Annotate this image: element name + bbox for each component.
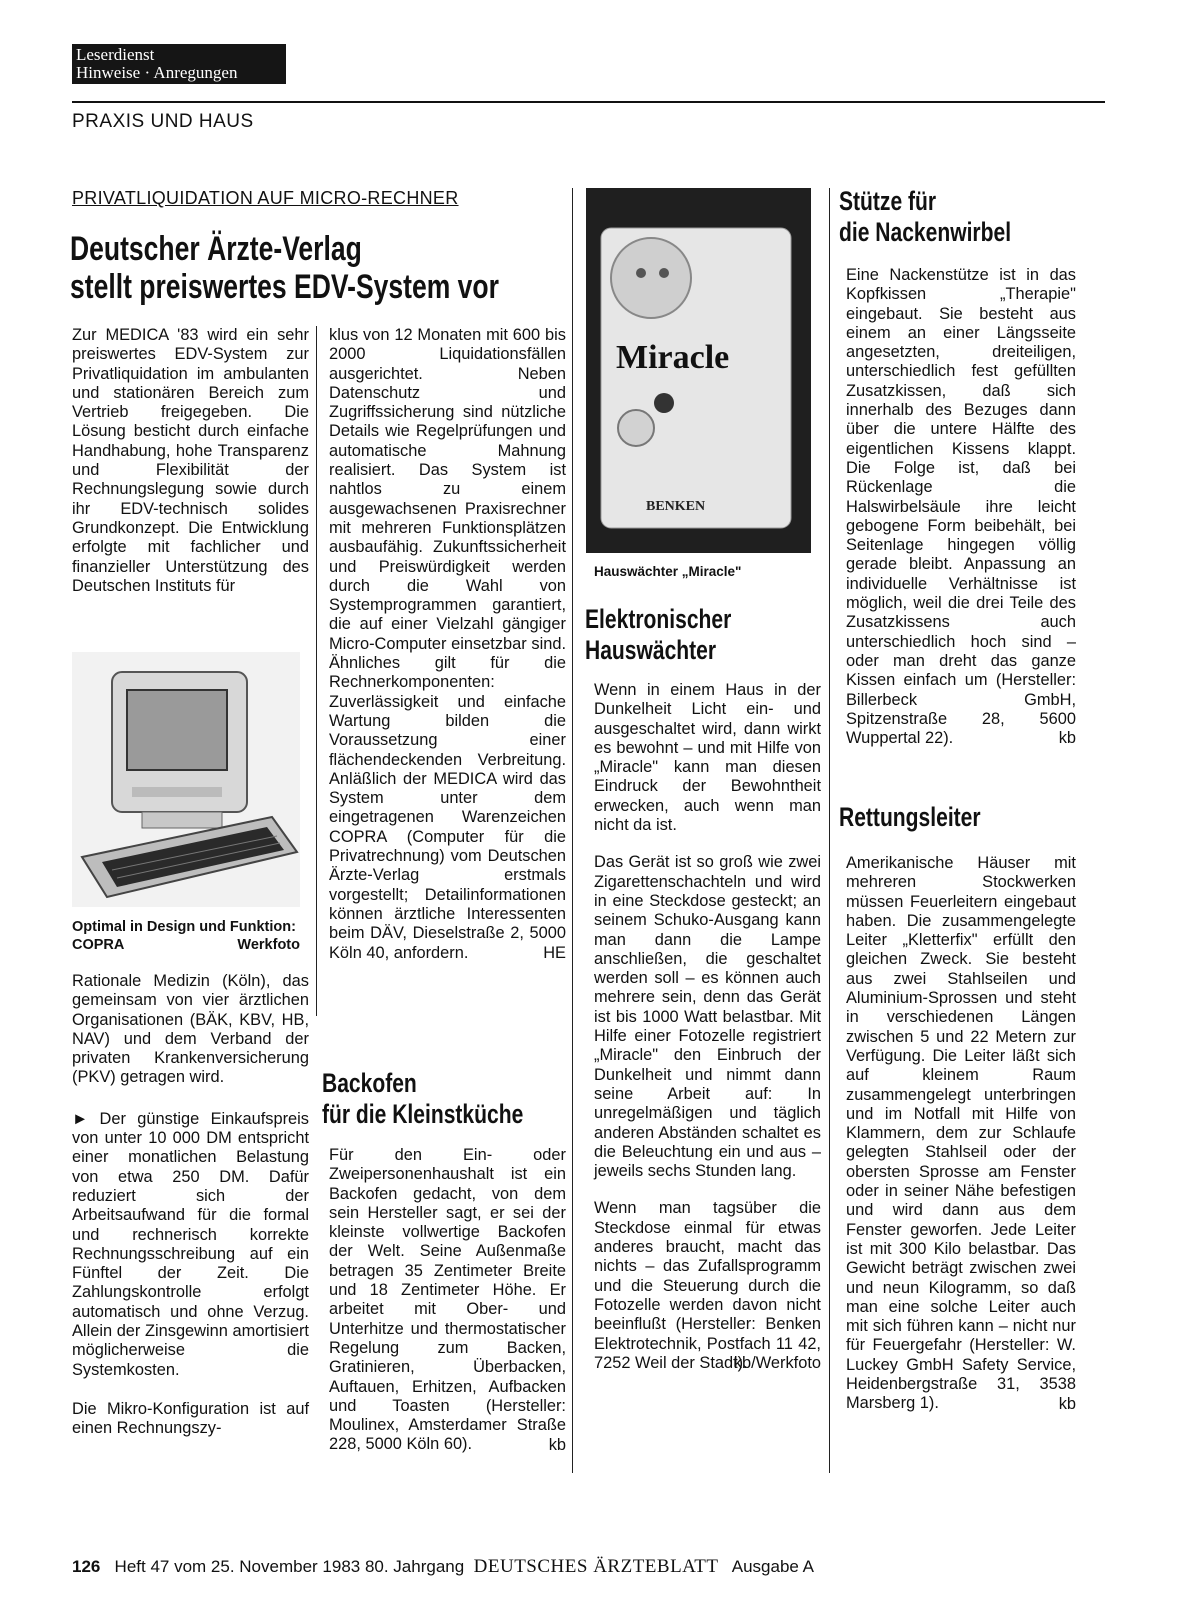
main-paragraph-col2: klus von 12 Monaten mit 600 bis 2000 Liquidationsfällen ausgerichtet. Neben Datenschutz und Zugriffssicherung sind nützliche Details wie Regelprüfungen und automatische Mahnung realisiert. Das System ist nahtlos zu einem ausgewachsenen Praxisrechner mit mehreren Funktionsplätzen ausbaufähig. Zukunftssicherheit und Preiswürdigkeit werden durch die Wahl von Systemprogrammen garantiert, die auf einer Vielzahl gängiger Micro-Computer einsetzbar sind. Ähnliches gilt für die Rechnerkomponenten: Zuverlässigkeit und einfache Wartung bilden die Voraussetzung einer flächendeckenden Verbreitung. Anläßlich der MEDICA wird das System unter dem eingetragenen Warenzeichen COPRA (Computer für die Privatrechnung) vom Deutschen Ärzte-Verlag erstmals vorgestellt; Detailinformationen können ärztliche Interessenten beim DÄV, Dieselstraße 2, 5000 Köln 40, anfordern. bbox=[329, 326, 566, 962]
main-col2 bbox=[329, 326, 566, 963]
main-signature: HE bbox=[543, 943, 566, 962]
nacken-headline-1: Stütze für bbox=[839, 186, 937, 216]
backofen-text: Für den Ein- oder Zweipersonenhaushalt ist ein Backofen gedacht, von dem sein Hersteller sagt, er sei der kleinste vollwertige Backofen der Welt. Seine Außenmaße betragen 35 Zentimeter Breite und 18 Zentimeter Höhe. Er arbeitet mit Ober- und Unterhitze und thermostatischer Regelung zum Backen, Gratinieren, Überbacken, Auftauen, Erhitzen, Aufbacken und Toasten (Hersteller: Moulinex, Amsterdamer Straße 228, 5000 Köln 60). bbox=[329, 1146, 566, 1454]
page-footer bbox=[72, 1556, 814, 1578]
section-title: PRAXIS UND HAUS bbox=[72, 111, 254, 132]
hauswaechter-headline-2: Hauswächter bbox=[585, 635, 717, 665]
main-paragraph-4: Die Mikro-Konfiguration ist auf einen Rechnungszy- bbox=[72, 1399, 309, 1438]
hauswaechter-p1: Wenn in einem Haus in der Dunkelheit Licht ein- und ausgeschaltet wird, dann wirkt es bewohnt – und mit Hilfe von „Miracle" kann man diesen Eindruck der Bewohntheit erwecken, auch wenn man nicht da ist. bbox=[594, 681, 821, 835]
miracle-caption: Hauswächter „Miracle" bbox=[594, 564, 742, 579]
nacken-body bbox=[846, 266, 1076, 749]
headline-line-2: stellt preiswertes EDV-System vor bbox=[70, 268, 499, 306]
hauswaechter-p2: Das Gerät ist so groß wie zwei Zigarettenschachteln und wird in eine Steckdose gesteckt; an seinem Schuko-Ausgang kann man dann die Lampe anschließen, die geschaltet werden soll – es können auch mehrere sein, denn das Gerät ist bis 1000 Watt belastbar. Mit Hilfe einer Fotozelle registriert „Miracle" den Einbruch der Dunkelheit und nimmt dann seine Arbeit auf: In unregelmäßigen und täglich anderen Abständen schaltet es die Beleuchtung ein und aus – jeweils sechs Stunden lang. bbox=[594, 853, 821, 1181]
hauswaechter-headline-1: Elektronischer bbox=[585, 604, 732, 634]
hauswaechter-body bbox=[594, 681, 821, 1373]
copra-caption-text: Optimal in Design und Funktion: COPRA bbox=[72, 919, 296, 953]
column-divider-1 bbox=[316, 326, 317, 1016]
rettung-body bbox=[846, 854, 1076, 1414]
hauswaechter-headline bbox=[585, 604, 842, 666]
backofen-signature: kb bbox=[548, 1435, 566, 1454]
benken-label: BENKEN bbox=[646, 499, 706, 514]
backofen-headline-1: Backofen bbox=[322, 1068, 417, 1098]
nacken-headline bbox=[839, 186, 1096, 248]
copra-photo-credit: Werkfoto bbox=[237, 937, 300, 953]
badge-line-2: Hinweise · Anregungen bbox=[76, 63, 238, 82]
hauswaechter-p3: Wenn man tagsüber die Steckdose einmal für etwas anderes braucht, macht das nichts – das Zufallsprogramm und die Steuerung durch die Fotozelle werden davon nicht beeinflußt (Hersteller: Benken Elektrotechnik, Postfach 11 42, 7252 Weil der Stadt). bbox=[594, 1199, 821, 1372]
backofen-headline-2: für die Kleinstküche bbox=[322, 1099, 524, 1129]
nacken-text: Eine Nackenstütze ist in das Kopfkissen „Therapie" eingebaut. Sie besteht aus einem an einer Längsseite angesetzten, dreiteiligen, unterschiedlich fest gefüllten Zusatzkissen, daß sich innerhalb des Bezuges dann über die untere Hälfte des eigentlichen Kissens klappt. Die Folge ist, daß bei Rückenlage die Halswirbelsäule ihre leicht gebogene Form beibehält, bei Seitenlage hingegen völlig gerade bleibt. Anpassung an individuelle Verhältnisse ist möglich, weil die drei Teile des Zusatzkissens auch unterschiedlich hoch sind – oder man dreht das ganze Kissen einfach um (Hersteller: Billerbeck GmbH, Spitzenstraße 28, 5600 Wuppertal 22). bbox=[846, 266, 1076, 748]
main-col1-bottom bbox=[72, 972, 309, 1439]
miracle-device-photo bbox=[586, 188, 811, 553]
copra-computer-photo bbox=[72, 652, 300, 907]
column-divider-2 bbox=[572, 188, 573, 1473]
article-kicker: PRIVATLIQUIDATION AUF MICRO-RECHNER bbox=[72, 188, 459, 208]
issue-info: Heft 47 vom 25. November 1983 80. Jahrgang bbox=[114, 1557, 465, 1576]
section-badge bbox=[72, 44, 286, 84]
main-paragraph-2: Rationale Medizin (Köln), das gemeinsam von vier ärztlichen Organisationen (BÄK, KBV, HB, NAV) und dem Verband der privaten Krankenversicherung (PKV) getragen wird. bbox=[72, 972, 309, 1087]
page-number: 126 bbox=[72, 1557, 101, 1576]
miracle-device-illustration bbox=[586, 188, 811, 553]
nacken-headline-2: die Nackenwirbel bbox=[839, 217, 1012, 247]
rettung-headline: Rettungsleiter bbox=[839, 802, 981, 832]
nacken-signature: kb bbox=[1058, 729, 1076, 748]
edition-label: Ausgabe A bbox=[731, 1557, 814, 1576]
badge-line-1: Leserdienst bbox=[76, 45, 155, 64]
copra-caption bbox=[72, 918, 300, 954]
publication-name: DEUTSCHES ÄRZTEBLATT bbox=[473, 1556, 719, 1577]
main-col1-top bbox=[72, 326, 309, 596]
miracle-label: Miracle bbox=[616, 339, 730, 376]
hauswaechter-signature: kb/Werkfoto bbox=[733, 1354, 821, 1373]
main-paragraph-1: Zur MEDICA '83 wird ein sehr preiswertes EDV-System zur Privatliquidation im ambulanten und stationären Bereich zum Vertrieb freigegeben. Die Lösung besticht durch einfache Handhabung, hohe Transparenz und Flexibilität der Rechnungslegung sowie durch ihr EDV-technisch solides Grundkonzept. Die Entwicklung erfolgte mit fachlicher und finanzieller Unterstützung des Deutschen Instituts für bbox=[72, 326, 309, 595]
rettung-text: Amerikanische Häuser mit mehreren Stockwerken müssen Feuerleitern eingebaut haben. Die zusammengelegte Leiter „Kletterfix" erfüllt den gleichen Zweck. Sie besteht aus zwei Stahlseilen und Aluminium-Sprossen und steht in verschiedenen Längen zwischen 5 und 22 Metern zur Verfügung. Die Leiter läßt sich auf kleinem Raum zusammengelegt unterbringen und im Notfall mit Hilfe von Klammern, dem zur Schlaufe gelegten Stahlseil oder der obersten Sprosse am Fenster oder in seiner Nähe befestigen und wird dann aus dem Fenster geworfen. Jede Leiter ist mit 300 Kilo belastbar. Das Gewicht beträgt zwischen zwei und neun Kilogramm, so daß man eine solche Leiter auch mit sich führen kann – nicht nur für Feuergefahr (Hersteller: W. Luckey GmbH Safety Service, Heidenbergstraße 31, 3538 Marsberg 1). bbox=[846, 854, 1076, 1413]
backofen-body bbox=[329, 1146, 566, 1455]
top-rule bbox=[72, 101, 1105, 103]
computer-illustration bbox=[72, 652, 300, 907]
rettung-signature: kb bbox=[1058, 1394, 1076, 1413]
column-divider-3 bbox=[829, 188, 830, 1473]
headline-line-1: Deutscher Ärzte-Verlag bbox=[70, 230, 362, 268]
backofen-headline bbox=[322, 1068, 579, 1130]
article-headline bbox=[70, 230, 600, 306]
main-paragraph-3: ► Der günstige Einkaufspreis von unter 10 000 DM entspricht einer monatlichen Belastung von etwa 250 DM. Dafür reduziert sich der Arbeitsaufwand für die formal und rechnerisch korrekte Rechnungsschreibung auf ein Fünftel der Zeit. Die Zahlungskontrolle erfolgt automatisch und ohne Verzug. Allein der Zinsgewinn amortisiert möglicherweise die Systemkosten. bbox=[72, 1109, 309, 1379]
